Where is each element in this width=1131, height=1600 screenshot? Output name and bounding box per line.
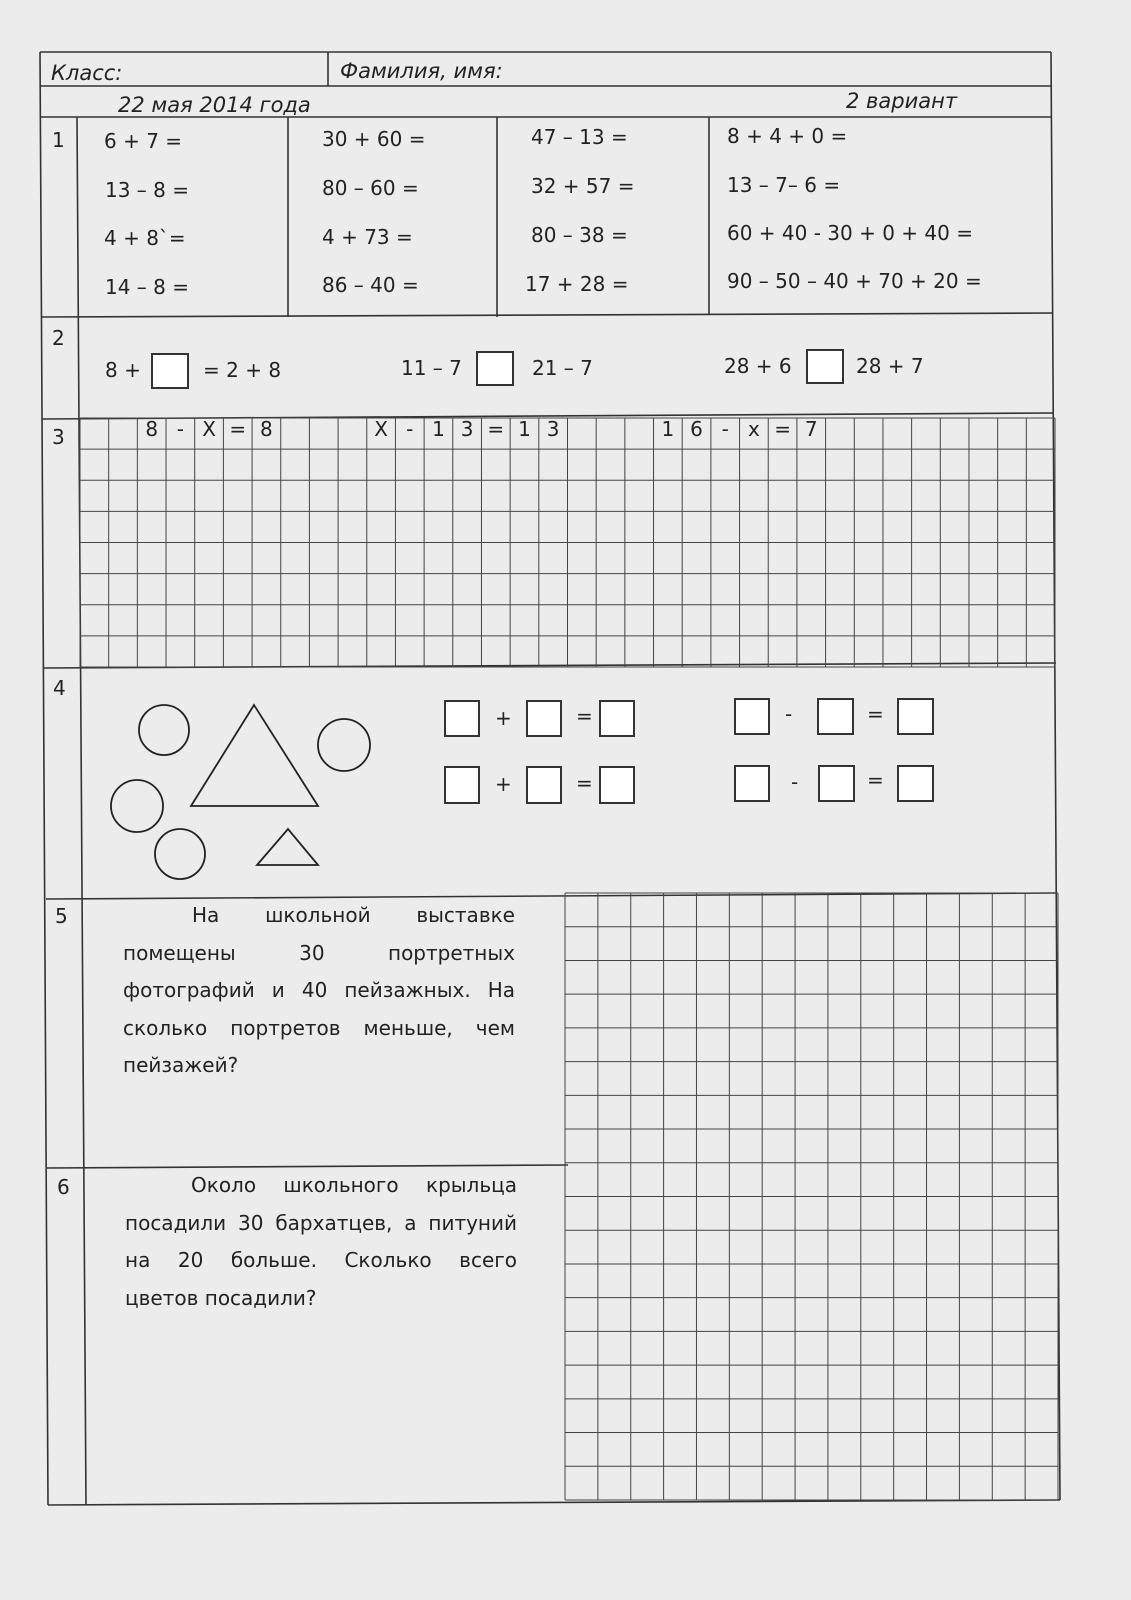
answer-box[interactable] — [818, 765, 855, 802]
circle-shape — [111, 780, 163, 832]
answer-box[interactable] — [897, 765, 934, 802]
answer-box[interactable] — [526, 700, 562, 737]
expression: 86 – 40 = — [322, 273, 419, 297]
equation-cell: = — [774, 417, 791, 441]
answer-box[interactable] — [526, 766, 562, 804]
big-triangle-shape — [191, 705, 318, 806]
answer-box[interactable] — [151, 353, 189, 389]
plus-sign: + — [495, 706, 512, 730]
expression: 80 – 38 = — [531, 223, 628, 247]
small-triangle-shape — [257, 829, 318, 865]
answer-box[interactable] — [599, 700, 635, 737]
expression: 90 – 50 – 40 + 70 + 20 = — [727, 269, 982, 293]
text-line: на 20 больше. Сколько всего — [125, 1248, 517, 1272]
equation-cell: - — [176, 417, 184, 441]
expression: 13 – 7– 6 = — [727, 173, 841, 197]
answer-box[interactable] — [734, 765, 770, 802]
variant-text: 2 вариант — [846, 89, 958, 113]
equation-cell: - — [721, 417, 729, 441]
text-line: цветов посадили? — [125, 1285, 317, 1310]
task-number: 4 — [53, 676, 66, 700]
answer-box[interactable] — [599, 766, 635, 804]
equals-sign: = — [867, 768, 884, 792]
answer-box[interactable] — [476, 351, 514, 386]
plus-sign: + — [495, 772, 512, 796]
expression: 4 + 73 = — [322, 225, 413, 249]
expression: 17 + 28 = — [525, 272, 629, 296]
task-number: 5 — [55, 904, 68, 928]
equation-cell: = — [487, 417, 505, 441]
text-line: пейзажей? — [123, 1053, 239, 1077]
equation-cell: - — [406, 417, 414, 441]
task-number: 2 — [52, 326, 65, 350]
circle-shape — [318, 719, 370, 771]
equation-cell: 8 — [145, 417, 159, 441]
class-label: Класс: — [51, 61, 123, 85]
answer-box[interactable] — [444, 766, 480, 804]
circle-shape — [139, 705, 189, 755]
task6-problem-text — [125, 1167, 517, 1317]
answer-box[interactable] — [444, 700, 480, 737]
equation-cell: X — [202, 417, 216, 441]
text-line: сколько портретов меньше, чем — [123, 1015, 515, 1040]
task5-problem-text — [123, 897, 515, 1085]
expression: 6 + 7 = — [104, 129, 183, 153]
equation-cell: = — [229, 417, 247, 441]
task-number: 6 — [57, 1175, 70, 1199]
text-line: фотографий и 40 пейзажных. На — [123, 978, 515, 1002]
equation-cell: 1 — [432, 417, 445, 441]
expression: 32 + 57 = — [531, 174, 635, 198]
compare-right: 28 + 7 — [856, 354, 924, 378]
task-number: 3 — [52, 425, 65, 449]
expression: 4 + 8`= — [104, 226, 186, 250]
expression: 47 – 13 = — [531, 125, 628, 149]
expression: 8 + 4 + 0 = — [727, 124, 848, 148]
name-label: Фамилия, имя: — [340, 59, 503, 83]
answer-box[interactable] — [806, 349, 844, 384]
minus-sign: - — [791, 770, 799, 794]
text-line: Около школьного крыльца — [191, 1173, 517, 1197]
equation-cell: x — [747, 417, 760, 441]
compare-right: 21 – 7 — [532, 356, 593, 380]
equals-sign: = — [576, 771, 593, 795]
minus-sign: - — [785, 702, 793, 726]
equals-sign: = — [867, 702, 884, 726]
equation-cell: 7 — [804, 417, 818, 441]
equation-cell: 3 — [460, 417, 474, 441]
circle-shape — [155, 829, 205, 879]
equation-cell: 6 — [690, 417, 703, 441]
expression: 14 – 8 = — [105, 275, 190, 299]
expression: 30 + 60 = — [322, 127, 426, 151]
task-number: 1 — [52, 128, 65, 152]
compare-right: = 2 + 8 — [203, 358, 282, 382]
equation-cell: 1 — [661, 417, 675, 441]
compare-left: 8 + — [105, 358, 141, 382]
text-line: помещены 30 портретных — [123, 940, 515, 965]
text-line: На школьной выставке — [192, 903, 515, 927]
equation-cell: 1 — [518, 417, 531, 441]
answer-box[interactable] — [817, 698, 854, 735]
equals-sign: = — [576, 704, 593, 728]
answer-box[interactable] — [734, 698, 770, 735]
equation-cell: 8 — [260, 417, 273, 441]
equation-cell: 3 — [546, 417, 560, 441]
expression: 13 – 8 = — [105, 178, 190, 202]
equation-cell: X — [374, 417, 388, 441]
date-text: 22 мая 2014 года — [118, 93, 311, 117]
text-line: посадили 30 бархатцев, а питуний — [125, 1210, 517, 1235]
expression: 60 + 40 - 30 + 0 + 40 = — [727, 221, 973, 245]
compare-left: 11 – 7 — [401, 356, 462, 380]
expression: 80 – 60 = — [322, 176, 419, 200]
compare-left: 28 + 6 — [724, 354, 792, 378]
answer-box[interactable] — [897, 698, 934, 735]
